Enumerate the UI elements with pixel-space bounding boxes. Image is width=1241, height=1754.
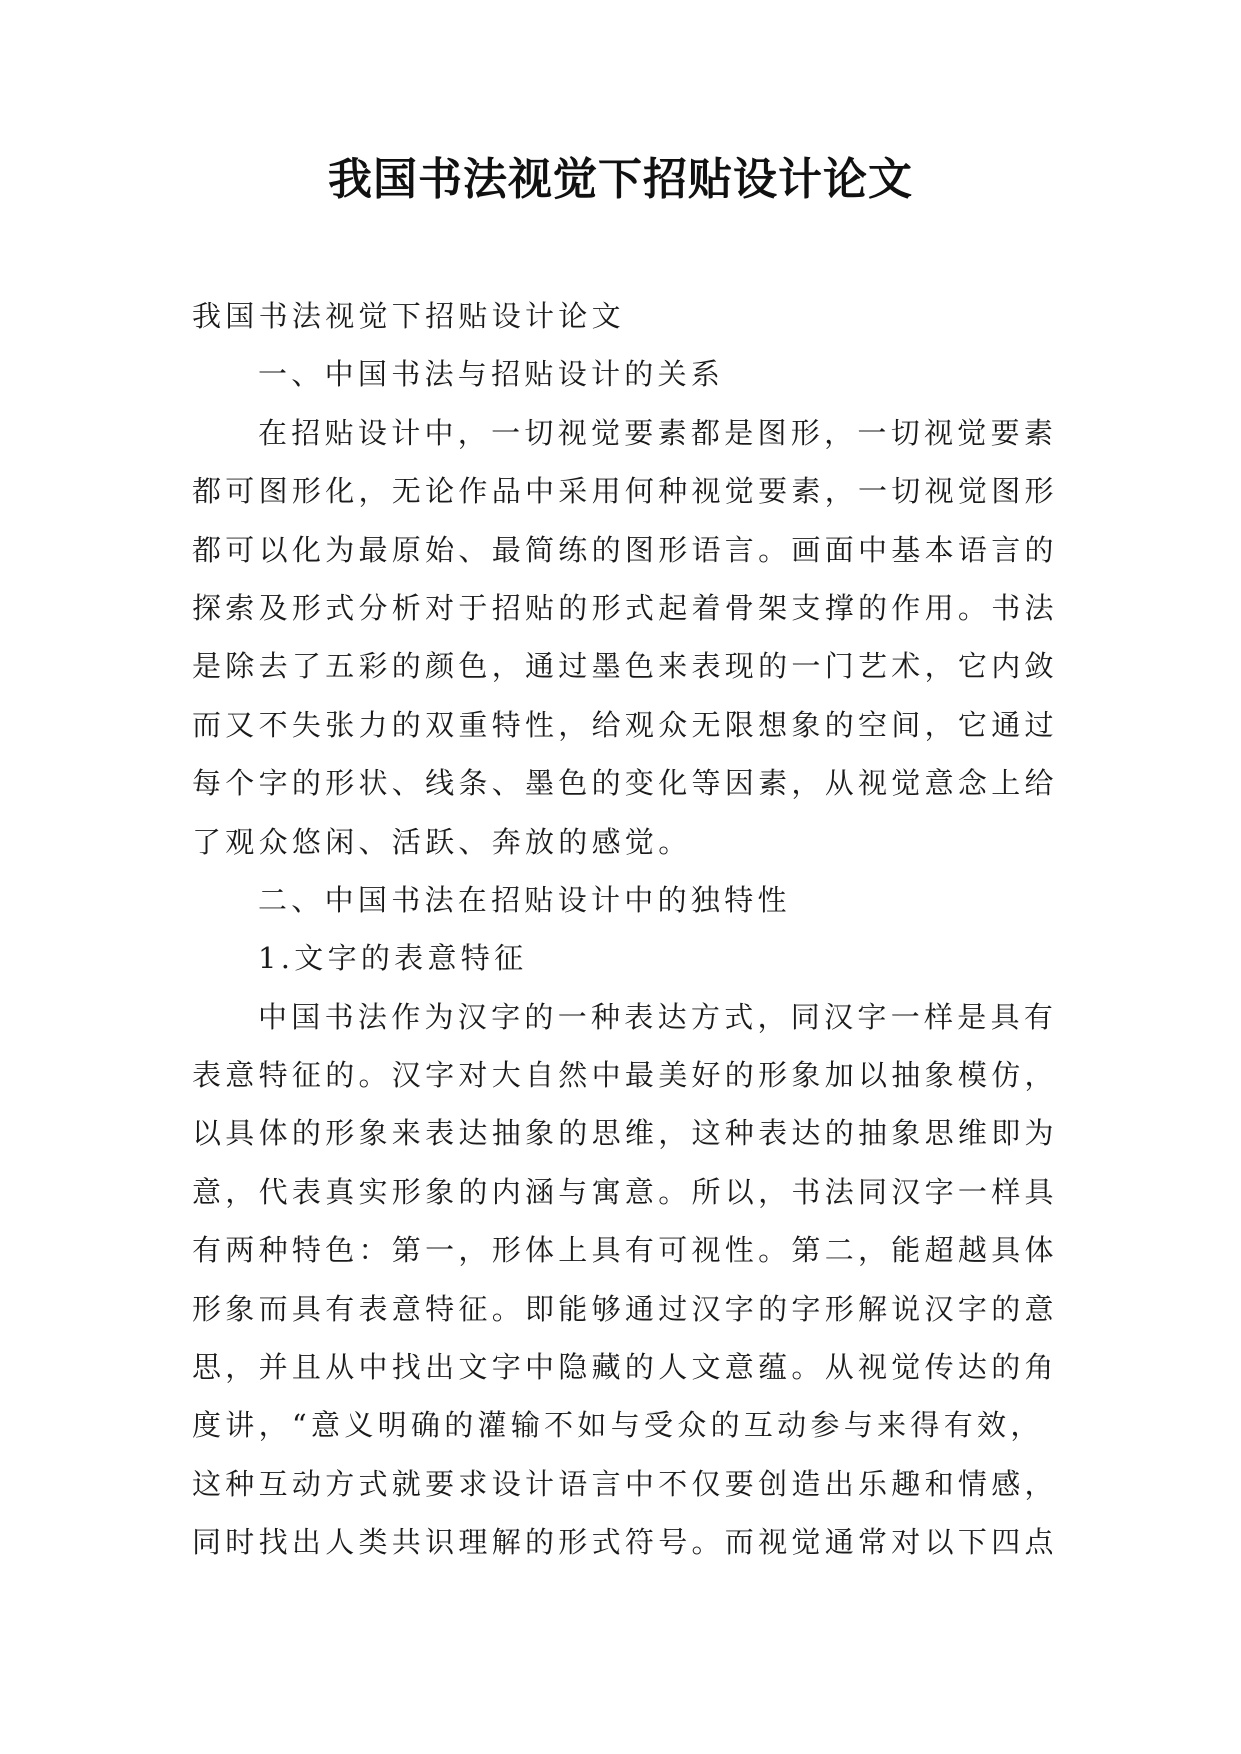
paragraph-line: 意，代表真实形象的内涵与寓意。所以，书法同汉字一样具: [192, 1174, 1058, 1209]
paragraph-line: 有两种特色：第一，形体上具有可视性。第二，能超越具体: [192, 1233, 1058, 1268]
paragraph-line: 中国书法作为汉字的一种表达方式，同汉字一样是具有: [258, 999, 1058, 1034]
paragraph-line: 度讲，“意义明确的灌输不如与受众的互动参与来得有效，: [192, 1408, 1044, 1443]
paragraph-line: 探索及形式分析对于招贴的形式起着骨架支撑的作用。书法: [192, 590, 1058, 625]
section-heading-1: 一、中国书法与招贴设计的关系: [258, 357, 725, 392]
paragraph-line: 以具体的形象来表达抽象的思维，这种表达的抽象思维即为: [192, 1116, 1058, 1151]
document-body: [192, 287, 1062, 1572]
paragraph-line: 同时找出人类共识理解的形式符号。而视觉通常对以下四点: [192, 1525, 1058, 1560]
paragraph-line: 形象而具有表意特征。即能够通过汉字的字形解说汉字的意: [192, 1291, 1058, 1326]
paragraph-line: 这种互动方式就要求设计语言中不仅要创造出乐趣和情感，: [192, 1466, 1058, 1501]
section-heading-2: 二、中国书法在招贴设计中的独特性: [258, 882, 791, 917]
paragraph-line: 都可图形化，无论作品中采用何种视觉要素，一切视觉图形: [192, 474, 1058, 509]
paragraph-line: 了观众悠闲、活跃、奔放的感觉。: [192, 824, 692, 859]
paragraph-line: 而又不失张力的双重特性，给观众无限想象的空间，它通过: [192, 707, 1058, 742]
paragraph-line: 在招贴设计中，一切视觉要素都是图形，一切视觉要素: [258, 415, 1058, 450]
paragraph-line: 思，并且从中找出文字中隐藏的人文意蕴。从视觉传达的角: [192, 1350, 1058, 1385]
document-title: 我国书法视觉下招贴设计论文: [328, 154, 913, 205]
body-heading-line: 我国书法视觉下招贴设计论文: [192, 299, 625, 333]
paragraph-line: 每个字的形状、线条、墨色的变化等因素，从视觉意念上给: [192, 766, 1058, 801]
paragraph-line: 都可以化为最原始、最简练的图形语言。画面中基本语言的: [192, 532, 1058, 567]
paragraph-line: 表意特征的。汉字对大自然中最美好的形象加以抽象模仿，: [192, 1058, 1058, 1093]
paragraph-line: 是除去了五彩的颜色，通过墨色来表现的一门艺术，它内敛: [192, 649, 1058, 684]
subsection-heading: 1.文字的表意特征: [258, 941, 528, 976]
